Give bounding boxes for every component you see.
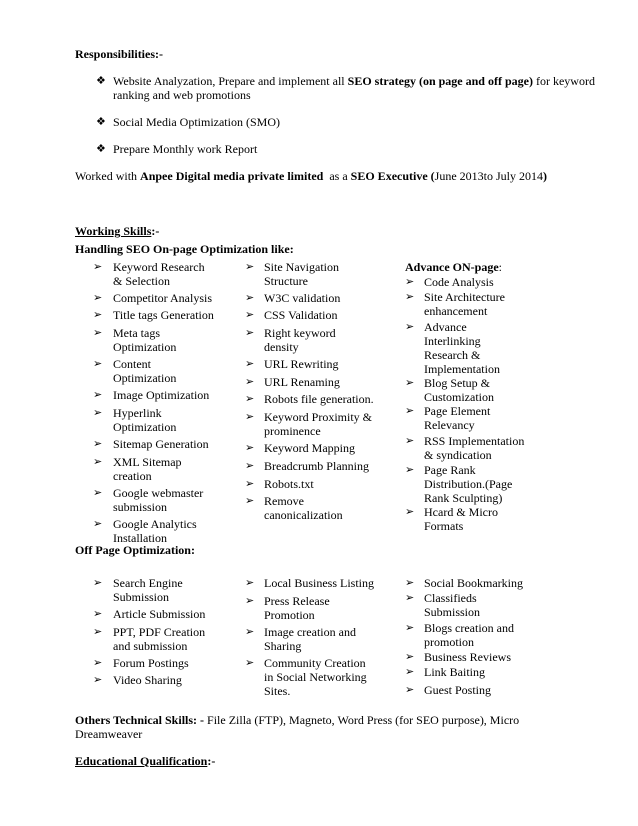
skill-item: Robots.txt <box>264 477 314 491</box>
skill-item: Google Analytics Installation <box>113 517 197 545</box>
arrow-bullet-icon: ➢ <box>245 261 255 273</box>
arrow-bullet-icon: ➢ <box>93 577 103 589</box>
arrow-bullet-icon: ➢ <box>93 657 103 669</box>
skill-item: Image Optimization <box>113 388 210 402</box>
skill-item: Competitor Analysis <box>113 291 212 305</box>
arrow-bullet-icon: ➢ <box>93 309 103 321</box>
skill-item: Business Reviews <box>424 650 511 664</box>
skill-item: Advance Interlinking Research & Implementation <box>424 320 500 376</box>
arrow-bullet-icon: ➢ <box>245 442 255 454</box>
job-role: SEO Executive ( <box>350 169 435 183</box>
skill-item: PPT, PDF Creation and submission <box>113 625 206 653</box>
skill-item: Search Engine Submission <box>113 576 183 604</box>
skill-item: Guest Posting <box>424 683 492 697</box>
responsibilities-heading: Responsibilities:- <box>75 47 164 61</box>
skill-item: Google webmaster submission <box>113 486 204 514</box>
skill-item: XML Sitemap creation <box>113 455 182 483</box>
education-heading: Educational Qualification:- <box>75 754 216 768</box>
skill-item: Site Navigation Structure <box>264 260 339 288</box>
arrow-bullet-icon: ➢ <box>405 321 415 333</box>
working-skills-heading: Working Skills:- <box>75 224 160 238</box>
skill-item: Press Release Promotion <box>264 594 330 622</box>
skill-item: Robots file generation. <box>264 392 374 406</box>
skill-item: Image creation and Sharing <box>264 625 356 653</box>
responsibility-item-3: Prepare Monthly work Report <box>113 142 258 156</box>
skill-item: Forum Postings <box>113 656 189 670</box>
company-name: Anpee Digital media private limited <box>140 169 324 183</box>
arrow-bullet-icon: ➢ <box>93 456 103 468</box>
skill-item: Keyword Mapping <box>264 441 355 455</box>
arrow-bullet-icon: ➢ <box>93 608 103 620</box>
arrow-bullet-icon: ➢ <box>93 487 103 499</box>
diamond-bullet-icon: ❖ <box>96 75 106 87</box>
skill-item: Page Element Relevancy <box>424 404 491 432</box>
arrow-bullet-icon: ➢ <box>245 657 255 669</box>
skill-item: Keyword Research & Selection <box>113 260 205 288</box>
arrow-bullet-icon: ➢ <box>245 577 255 589</box>
skill-item: Right keyword density <box>264 326 336 354</box>
arrow-bullet-icon: ➢ <box>245 358 255 370</box>
arrow-bullet-icon: ➢ <box>405 435 415 447</box>
work-experience-line: Worked with Anpee Digital media private limited as a SEO Executive (June 2013to July 2014) <box>75 169 548 183</box>
arrow-bullet-icon: ➢ <box>405 464 415 476</box>
arrow-bullet-icon: ➢ <box>405 276 415 288</box>
arrow-bullet-icon: ➢ <box>405 405 415 417</box>
arrow-bullet-icon: ➢ <box>405 506 415 518</box>
arrow-bullet-icon: ➢ <box>93 674 103 686</box>
skill-item: W3C validation <box>264 291 341 305</box>
arrow-bullet-icon: ➢ <box>245 478 255 490</box>
skill-item: Remove canonicalization <box>264 494 343 522</box>
arrow-bullet-icon: ➢ <box>93 327 103 339</box>
arrow-bullet-icon: ➢ <box>245 595 255 607</box>
job-dates: June 2013to July 2014 <box>434 169 544 183</box>
arrow-bullet-icon: ➢ <box>405 577 415 589</box>
skill-item: Local Business Listing <box>264 576 374 590</box>
arrow-bullet-icon: ➢ <box>93 438 103 450</box>
skill-item: URL Renaming <box>264 375 340 389</box>
arrow-bullet-icon: ➢ <box>405 651 415 663</box>
other-skills-label: Others Technical Skills: - <box>75 713 205 727</box>
skill-item: Sitemap Generation <box>113 437 209 451</box>
skill-item: Article Submission <box>113 607 206 621</box>
skill-item: Title tags Generation <box>113 308 214 322</box>
skill-item: Content Optimization <box>113 357 177 385</box>
arrow-bullet-icon: ➢ <box>245 393 255 405</box>
skill-item: Meta tags Optimization <box>113 326 177 354</box>
arrow-bullet-icon: ➢ <box>405 622 415 634</box>
arrow-bullet-icon: ➢ <box>93 358 103 370</box>
skill-item: Code Analysis <box>424 275 494 289</box>
arrow-bullet-icon: ➢ <box>405 684 415 696</box>
skill-item: Page Rank Distribution.(Page Rank Sculpting) <box>424 463 513 505</box>
arrow-bullet-icon: ➢ <box>93 292 103 304</box>
skill-item: URL Rewriting <box>264 357 339 371</box>
responsibility-item-2: Social Media Optimization (SMO) <box>113 115 280 129</box>
arrow-bullet-icon: ➢ <box>405 666 415 678</box>
offpage-heading: Off Page Optimization: <box>75 543 195 557</box>
skill-item: RSS Implementation & syndication <box>424 434 525 462</box>
skill-item: Hcard & Micro Formats <box>424 505 498 533</box>
diamond-bullet-icon: ❖ <box>96 143 106 155</box>
arrow-bullet-icon: ➢ <box>245 292 255 304</box>
arrow-bullet-icon: ➢ <box>93 626 103 638</box>
advance-onpage-title: Advance ON-page: <box>405 260 503 274</box>
skill-item: Community Creation in Social Networking Sites. <box>264 656 367 698</box>
diamond-bullet-icon: ❖ <box>96 116 106 128</box>
arrow-bullet-icon: ➢ <box>93 389 103 401</box>
arrow-bullet-icon: ➢ <box>245 495 255 507</box>
arrow-bullet-icon: ➢ <box>93 261 103 273</box>
arrow-bullet-icon: ➢ <box>405 592 415 604</box>
skill-item: Video Sharing <box>113 673 182 687</box>
skill-item: Hyperlink Optimization <box>113 406 177 434</box>
other-skills-paragraph: Others Technical Skills: - File Zilla (FTP), Magneto, Word Press (for SEO purpose), Micro Dreamweaver <box>75 713 520 741</box>
skill-item: Breadcrumb Planning <box>264 459 369 473</box>
skill-item: Blogs creation and promotion <box>424 621 514 649</box>
arrow-bullet-icon: ➢ <box>245 309 255 321</box>
arrow-bullet-icon: ➢ <box>245 411 255 423</box>
arrow-bullet-icon: ➢ <box>93 407 103 419</box>
skill-item: Link Baiting <box>424 665 485 679</box>
arrow-bullet-icon: ➢ <box>245 327 255 339</box>
skill-item: Social Bookmarking <box>424 576 523 590</box>
arrow-bullet-icon: ➢ <box>245 626 255 638</box>
skill-item: Blog Setup & Customization <box>424 376 494 404</box>
arrow-bullet-icon: ➢ <box>405 377 415 389</box>
skill-item: Site Architecture enhancement <box>424 290 505 318</box>
skill-item: CSS Validation <box>264 308 338 322</box>
arrow-bullet-icon: ➢ <box>245 376 255 388</box>
arrow-bullet-icon: ➢ <box>245 460 255 472</box>
responsibility-item-1: Website Analyzation, Prepare and implement all SEO strategy (on page and off page) for keyword ranking and web promotions <box>113 74 595 102</box>
onpage-subheading: Handling SEO On-page Optimization like: <box>75 242 294 256</box>
arrow-bullet-icon: ➢ <box>93 518 103 530</box>
skill-item: Classifieds Submission <box>424 591 481 619</box>
skill-item: Keyword Proximity & prominence <box>264 410 372 438</box>
arrow-bullet-icon: ➢ <box>405 291 415 303</box>
